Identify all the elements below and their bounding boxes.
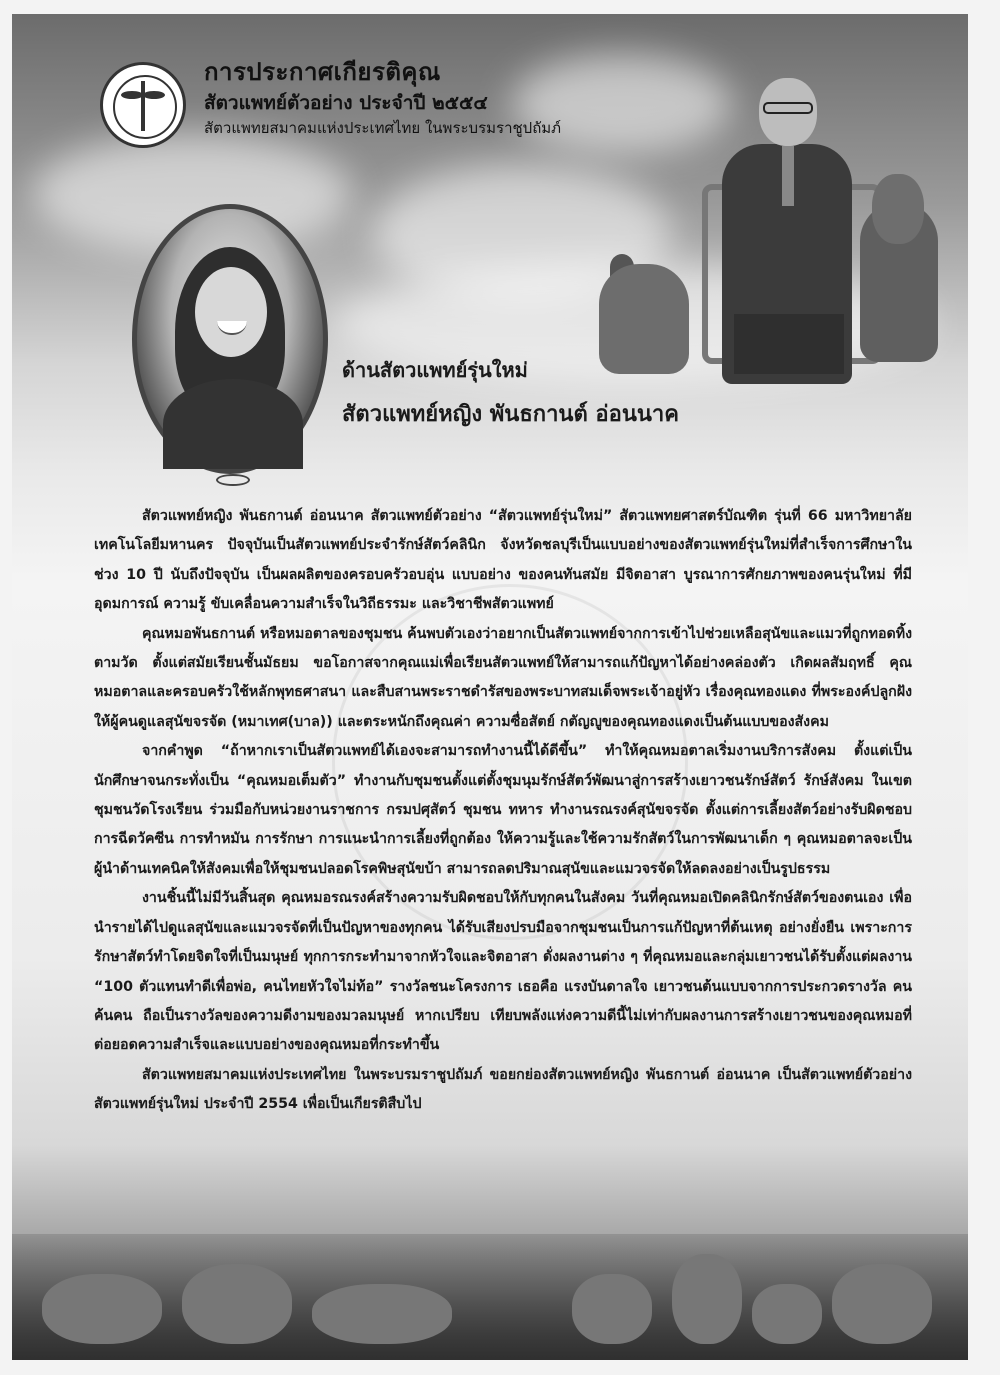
association-seal xyxy=(100,62,186,148)
portrait-face xyxy=(195,267,267,357)
recipient-portrait xyxy=(132,204,328,474)
header-subtitle: สัตวแพทย์ตัวอย่าง ประจำปี ๒๕๕๔ xyxy=(204,92,488,114)
recipient-name: สัตวแพทย์หญิง พันธกานต์ อ่อนนาค xyxy=(342,402,679,427)
paragraph: งานชิ้นนี้ไม่มีวันสิ้นสุด คุณหมอรณรงค์สร้างความรับผิดชอบให้กับทุกคนในสังคม วันที่คุณหมอเปิดคลินิกรักษ์สัตว์ของตนเอง เพื่อนำรายได้ไปดูแลสุนัขและแมวจรจัดที่เป็นปัญหาของทุกคน ได้รับเสียงปรบมือจากชุมชนเป็นการแก้ปัญหาที่ต้นเหตุ อย่างยั่งยืน เพราะการรักษาสัตว์ทำโดยจิตใจที่เป็นมนุษย์ ทุกการกระทำมาจากหัวใจและจิตอาสา ดั่งผลงานต่าง ๆ ที่คุณหมอและกลุ่มเยาวชนได้รับตั้งแต่ผลงาน “100 ตัวแทนทำดีเพื่อพ่อ, คนไทยหัวใจไม่ท้อ” รางวัลชนะโครงการ เธอคือ แรงบันดาลใจ เยาวชนต้นแบบจากการประกวดรางวัล คนค้นคน ถือเป็นรางวัลของความดีงามของมวลมนุษย์ หากเปรียบ เทียบพลังแห่งความดีนี้ไม่เท่ากับผลงานการสร้างเยาวชนของคุณหมอที่ต่อยอดความสำเร็จและแบบอย่างของคุณหมอที่กระทำขึ้น xyxy=(94,890,912,1054)
dog-tongdaeng xyxy=(599,264,689,374)
certificate-page xyxy=(12,14,968,1360)
footer-collage xyxy=(12,1234,968,1360)
citation-text xyxy=(94,502,912,1120)
paragraph: คุณหมอพันธกานต์ หรือหมอตาลของชุมชน ค้นพบตัวเองว่าอยากเป็นสัตวแพทย์จากการเข้าไปช่วยเหลือสุนัขและแมวที่ถูกทอดทิ้งตามวัด ตั้งแต่สมัยเรียนชั้นมัธยม ขอโอกาสจากคุณแม่เพื่อเรียนสัตวแพทย์ให้สามารถแก้ปัญหาได้อย่างคล่องตัว เกิดผลสัมฤทธิ์ คุณหมอตาลและครอบครัวใช้หลักพุทธศาสนา และสืบสานพระราชดำรัสของพระบาทสมเด็จพระเจ้าอยู่หัว เรื่องคุณทองแดง ที่พระองค์ปลูกฝังให้ผู้คนดูแลสุนัขจรจัด (หมาเทศ(บาล)) และตระหนักถึงคุณค่า ความซื่อสัตย์ กตัญญูของคุณทองแดงเป็นต้นแบบของสังคม xyxy=(94,625,912,730)
frame-ornament xyxy=(216,474,250,486)
dog-head xyxy=(872,174,924,244)
beagle-image xyxy=(672,1254,742,1344)
paragraph: จากคำพูด “ถ้าหากเราเป็นสัตวแพทย์ได้เองจะสามารถทำงานนี้ได้ดีขึ้น” ทำให้คุณหมอตาลเริ่มงานบริการสังคม ตั้งแต่เป็นนักศึกษาจนกระทั่งเป็น “คุณหมอเต็มตัว” ทำงานกับชุมชนตั้งแต่ตั้งชุมนุมรักษ์สัตว์พัฒนาสู่การสร้างเยาวชนรักษ์สัตว์ รักษ์สังคม ในเขตชุมชนวัดโรงเรียน ร่วมมือกับหน่วยงานราชการ กรมปศุสัตว์ ชุมชน ทหาร ทำงานรณรงค์สุนัขจรจัด ตั้งแต่การเลี้ยงสัตว์อย่างรับผิดชอบ การฉีดวัคซีน การทำหมัน การรักษา การแนะนำการเลี้ยงที่ถูกต้อง ให้ความรู้และใช้ความรักสัตว์ในการพัฒนาเด็ก ๆ คุณหมอตาลจะเป็นผู้นำด้านเทคนิคให้สังคมเพื่อให้ชุมชนปลอดโรคพิษสุนัขบ้า สามารถลดปริมาณสุนัขและแมวจรจัดให้ลดลงอย่างเป็นรูปธรรม xyxy=(94,743,912,877)
tie-illustration xyxy=(782,146,794,206)
cattle-image xyxy=(312,1284,452,1344)
caduceus-icon xyxy=(141,81,145,131)
chickens-image xyxy=(42,1274,162,1344)
portrait-body xyxy=(163,379,303,469)
legs-illustration xyxy=(734,314,844,374)
paragraph: สัตวแพทยสมาคมแห่งประเทศไทย ในพระบรมราชูปถัมภ์ ขอยกย่องสัตวแพทย์หญิง พันธกานต์ อ่อนนาค เป็นสัตวแพทย์ตัวอย่าง สัตวแพทย์รุ่นใหม่ ประจำปี 2554 เพื่อเป็นเกียรติสืบไป xyxy=(94,1066,912,1113)
glasses-illustration xyxy=(763,102,813,114)
pig-image xyxy=(182,1264,292,1344)
dish-image xyxy=(832,1264,932,1344)
header-organization: สัตวแพทยสมาคมแห่งประเทศไทย ในพระบรมราชูปถัมภ์ xyxy=(204,119,562,137)
seal-inner-ring xyxy=(113,75,177,139)
seal-wing-left xyxy=(121,91,143,99)
seal-wing-right xyxy=(143,91,165,99)
paragraph: สัตวแพทย์หญิง พันธกานต์ อ่อนนาค สัตวแพทย์ตัวอย่าง “สัตวแพทย์รุ่นใหม่” สัตวแพทยศาสตร์บัณฑิต รุ่นที่ 66 มหาวิทยาลัยเทคโนโลยีมหานคร ปัจจุบันเป็นสัตวแพทย์ประจำรักษ์สัตว์คลินิก จังหวัดชลบุรีเป็นแบบอย่างของสัตวแพทย์รุ่นใหม่ที่สำเร็จการศึกษาในช่วง 10 ปี นับถึงปัจจุบัน เป็นผลผลิตของครอบครัวอบอุ่น แบบอย่าง ของคนทันสมัย มีจิตอาสา บูรณาการศักยภาพของคนรุ่นใหม่ ที่มีอุดมการณ์ ความรู้ ขับเคลื่อนความสำเร็จในวิถีธรรมะ และวิชาชีพสัตวแพทย์ xyxy=(94,508,912,613)
snake-image xyxy=(572,1274,652,1344)
header-title: การประกาศเกียรติคุณ xyxy=(204,58,441,86)
award-category: ด้านสัตวแพทย์รุ่นใหม่ xyxy=(342,358,528,382)
cat-image xyxy=(752,1284,822,1344)
